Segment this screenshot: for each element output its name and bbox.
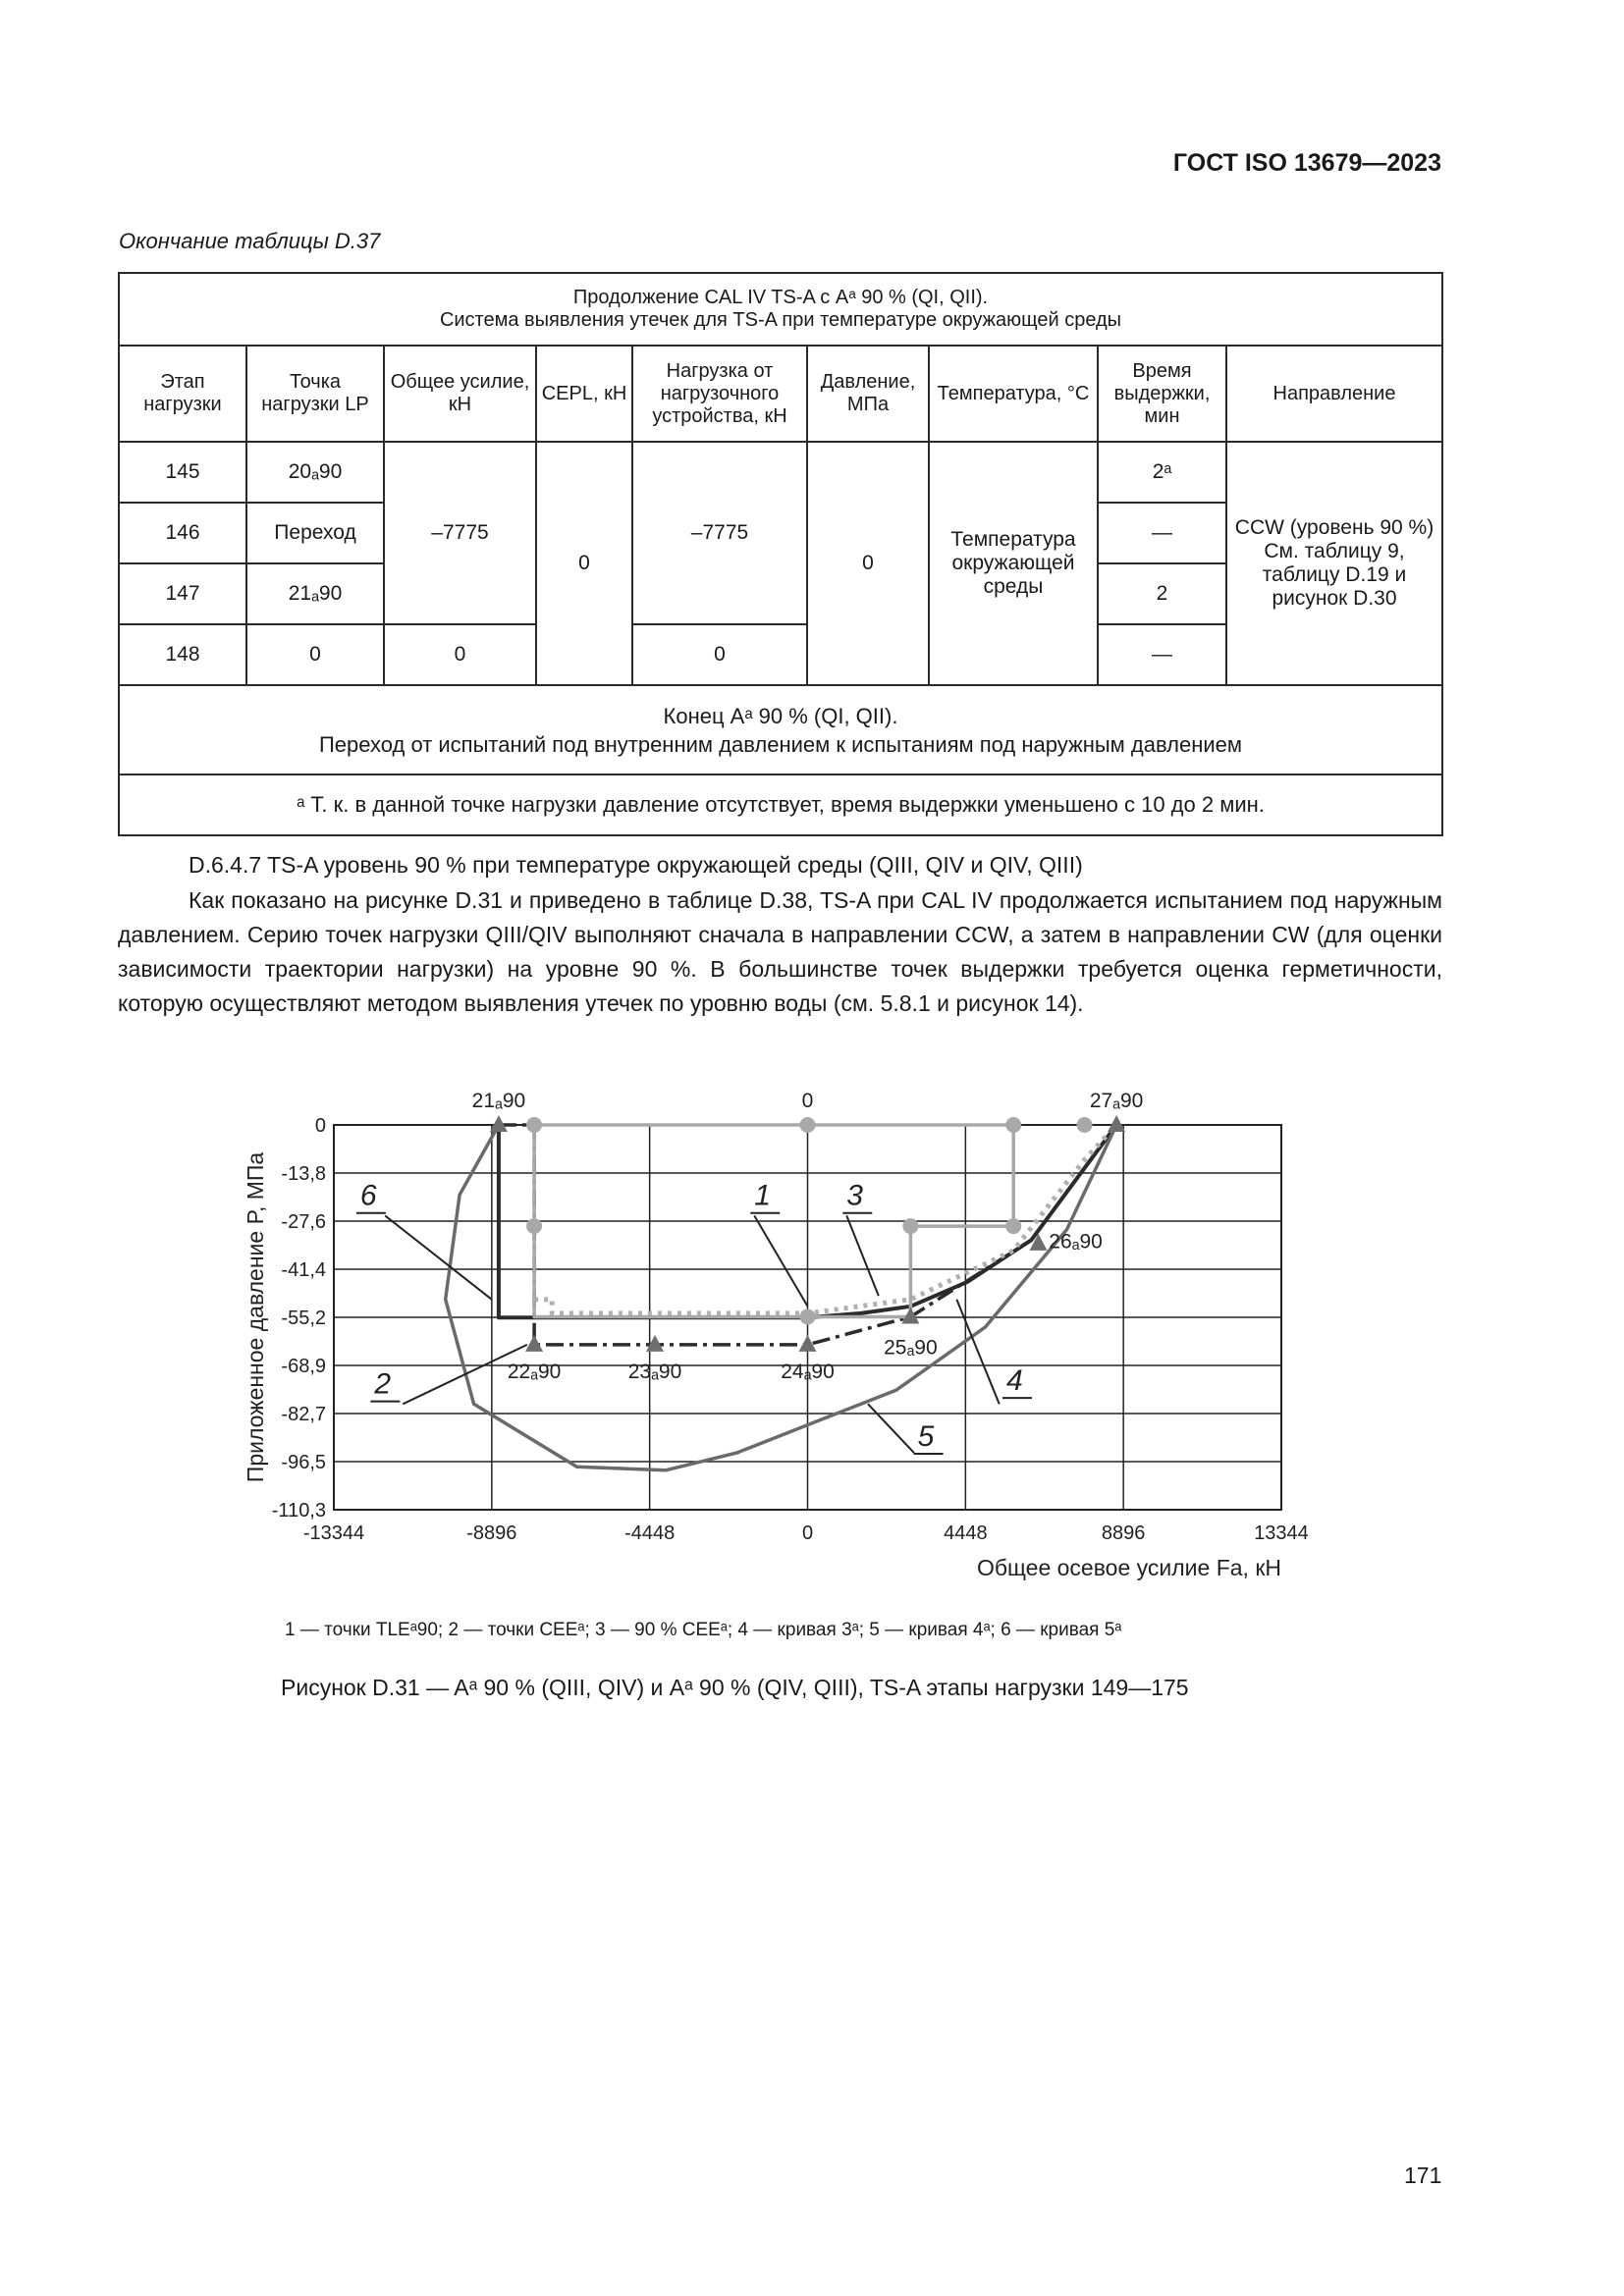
x-tick-label: -8896 (466, 1522, 517, 1544)
circle-marker (1005, 1117, 1021, 1133)
y-tick-label: -13,8 (281, 1163, 326, 1185)
point-label: 0 (801, 1090, 814, 1112)
cell-stage: 148 (119, 624, 246, 685)
cell-direction-merged: CCW (уровень 90 %) См. таблицу 9, таблицу D.19 и рисунок D.30 (1226, 442, 1442, 685)
cell-pressure-merged: 0 (807, 442, 929, 685)
col-header-hold-time: Время выдержки, мин (1098, 346, 1226, 442)
callout-leader-line (956, 1300, 999, 1405)
curve-number-4: 4 (1005, 1364, 1023, 1398)
table-caption: Окончание таблицы D.37 (119, 229, 381, 253)
y-tick-label: -68,9 (281, 1356, 326, 1377)
col-header-direction: Направление (1226, 346, 1442, 442)
point-label: 22ₐ90 (507, 1360, 562, 1383)
curve-number-3: 3 (846, 1179, 863, 1212)
circle-marker (902, 1218, 918, 1234)
x-tick-label: -4448 (624, 1522, 676, 1544)
cell-actuator-load-merged: –7775 (632, 442, 807, 624)
curve-number-2: 2 (374, 1367, 392, 1401)
x-tick-label: 0 (801, 1522, 814, 1544)
cell-stage: 145 (119, 442, 246, 503)
curve-number-1: 1 (754, 1179, 771, 1212)
cell-total-force-merged: –7775 (384, 442, 536, 624)
cell-point: 0 (246, 624, 384, 685)
col-header-point: Точка нагрузки LP (246, 346, 384, 442)
y-tick-label: -41,4 (281, 1259, 326, 1281)
col-header-total-force: Общее усилие, кН (384, 346, 536, 442)
point-label: 26ₐ90 (1049, 1230, 1103, 1254)
page-number: 171 (1404, 2163, 1442, 2188)
col-header-stage: Этап нагрузки (119, 346, 246, 442)
x-tick-label: 4448 (944, 1522, 988, 1544)
y-tick-label: -82,7 (281, 1404, 326, 1425)
y-tick-label: -27,6 (281, 1211, 326, 1233)
point-label: 24ₐ90 (781, 1360, 835, 1383)
col-header-temperature: Температура, °С (929, 346, 1098, 442)
table-end-line1: Конец Aᵃ 90 % (QI, QII). (663, 703, 898, 728)
point-label: 21ₐ90 (471, 1090, 526, 1112)
cell-point: 21ₐ90 (246, 563, 384, 624)
cell-cepl-merged: 0 (536, 442, 632, 685)
cell-hold: 2 (1098, 563, 1226, 624)
curve-number-6: 6 (359, 1179, 377, 1212)
x-tick-label: 8896 (1101, 1522, 1146, 1544)
y-tick-label: 0 (314, 1115, 326, 1137)
table-title-line1: Продолжение CAL IV TS-A с Aᵃ 90 % (QI, QII). (572, 287, 989, 308)
col-header-pressure: Давление, МПа (807, 346, 929, 442)
y-tick-label: -110,3 (271, 1500, 326, 1522)
table-footnote: ᵃ Т. к. в данной точке нагрузки давление отсутствует, время выдержки уменьшено с 10 до 2 мин. (119, 774, 1442, 835)
cell-temperature-merged: Температура окружающей среды (929, 442, 1098, 685)
cell-point: 20ₐ90 (246, 442, 384, 503)
x-tick-label: -13344 (302, 1522, 365, 1544)
cell-point: Переход (246, 503, 384, 563)
point-label: 27ₐ90 (1089, 1090, 1144, 1112)
table-end-line2: Переход от испытаний под внутренним давлением к испытаниям под наружным давлением (318, 731, 1243, 757)
callout-leader-line (754, 1215, 807, 1306)
col-header-actuator-load: Нагрузка от нагрузочного устройства, кН (632, 346, 807, 442)
y-tick-label: -55,2 (281, 1308, 326, 1329)
circle-marker (1077, 1117, 1093, 1133)
triangle-marker (1108, 1115, 1125, 1132)
x-axis-label: Общее осевое усилие Fa, кН (976, 1555, 1281, 1580)
y-tick-label: -96,5 (281, 1452, 326, 1473)
cell-stage: 147 (119, 563, 246, 624)
circle-marker (1005, 1218, 1021, 1234)
triangle-marker (525, 1335, 543, 1352)
section-heading: D.6.4.7 TS-A уровень 90 % при температуре окружающей среды (QIII, QIV и QIV, QIII) (189, 852, 1083, 878)
table-title-line2: Система выявления утечек для TS-A при температуре окружающей среды (439, 309, 1122, 331)
cell-hold: — (1098, 503, 1226, 563)
callout-leader-line (868, 1404, 914, 1453)
col-header-cepl: CEPL, кН (536, 346, 632, 442)
point-label: 23ₐ90 (627, 1360, 682, 1383)
circle-marker (526, 1218, 542, 1234)
y-axis-label: Приложенное давление P, МПа (243, 1151, 268, 1483)
circle-marker (526, 1117, 542, 1133)
series-line-3 (534, 1125, 1116, 1313)
document-id: ГОСТ ISO 13679—2023 (1172, 149, 1441, 177)
callout-leader-line (385, 1215, 491, 1299)
cell-actuator-load: 0 (632, 624, 807, 685)
figure-legend: 1 — точки TLEᵃ90; 2 — точки CEEᵃ; 3 — 90 % CEEᵃ; 4 — кривая 3ᵃ; 5 — кривая 4ᵃ; 6 — кривая 5ᵃ (285, 1620, 1122, 1640)
callout-leader-line (846, 1215, 879, 1296)
figure-caption: Рисунок D.31 — Aᵃ 90 % (QIII, QIV) и Aᵃ 90 % (QIV, QIII), TS-A этапы нагрузки 149—175 (281, 1675, 1189, 1700)
curve-number-5: 5 (917, 1419, 935, 1453)
cell-total-force: 0 (384, 624, 536, 685)
cell-hold: 2ᵃ (1098, 442, 1226, 503)
point-label: 25ₐ90 (884, 1336, 938, 1360)
x-tick-label: 13344 (1254, 1522, 1309, 1544)
body-paragraph: Как показано на рисунке D.31 и приведено в таблице D.38, TS-A при CAL IV продолжается испытанием под наружным давлением. Серию точек нагрузки QIII/QIV выполняют сначала в направлении CCW, а затем в направлении CW (для оценки зависимости траектории нагрузки) на уровне 90 %. В большинстве точек выдержки требуется оценка герметичности, которую осуществляют методом выявления утечек по уровню воды (см. 5.8.1 и рисунок 14). (118, 887, 1442, 1016)
cell-stage: 146 (119, 503, 246, 563)
cell-hold: — (1098, 624, 1226, 685)
circle-marker (800, 1117, 816, 1133)
circle-marker (800, 1308, 816, 1324)
